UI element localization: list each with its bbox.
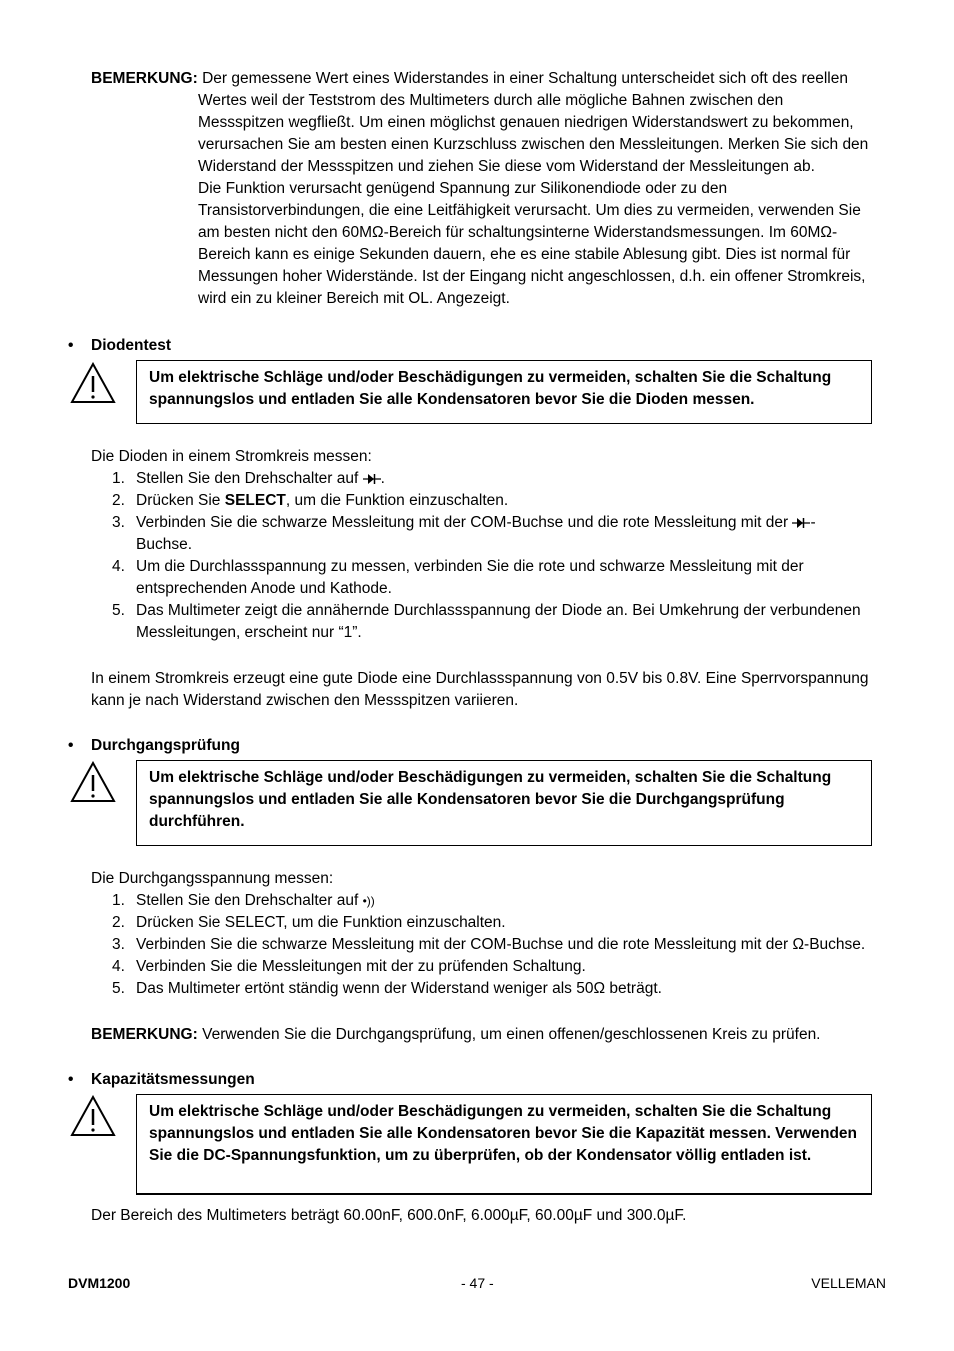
beeper-symbol-icon: •)) [362,894,375,908]
note-label: BEMERKUNG: [91,1026,198,1043]
footer-brand: VELLEMAN [811,1275,886,1291]
step-keyword: SELECT [224,492,286,509]
step-list [91,890,891,1000]
warning-triangle-icon [70,362,116,404]
heading-text: Diodentest [91,337,172,354]
note-text: Der gemessene Wert eines Widerstandes in einer Schaltung unterscheidet sich oft des reellen [197,70,848,87]
section-heading-diodentest [68,335,171,357]
warning-text: Um elektrische Schläge und/oder Beschädigungen zu vermeiden, schalten Sie die Schaltung spannungslos und entladen Sie alle Kondensatoren bevor Sie die Kapazität messen. Verwenden Sie die DC-Spannungsfunktion, um zu überprüfen, ob der Kondensator völlig entladen ist. [149,1103,858,1164]
step-text: Stellen Sie den Drehschalter auf [136,892,363,909]
continuity-procedure [91,868,891,1000]
step-text: , um die Funktion einzuschalten. [285,492,509,509]
step-text: Buchse. [136,536,193,553]
warning-box [136,360,872,424]
paragraph-text: In einem Stromkreis erzeugt eine gute Diode eine Durchlassspannung von 0.5V bis 0.8V. Eine Sperrvorspannung kann je nach Widerstand zwischen den Messspitzen variieren. [91,670,869,709]
list-item [91,512,891,556]
list-item [91,490,891,512]
list-item [91,890,891,912]
note-label: BEMERKUNG: [91,70,198,87]
step-number: 3. [112,514,125,531]
list-item [91,556,891,600]
warning-box [136,1094,872,1195]
note-line: verursachen Sie am besten einen Kurzschluss zwischen den Messleitungen. Merken Sie sich den [198,136,869,153]
warning-triangle-icon [70,1095,116,1137]
list-item [91,956,891,978]
heading-text: Kapazitätsmessungen [91,1071,255,1088]
step-number: 3. [112,936,125,953]
step-text: Drücken Sie [136,492,225,509]
step-text: Das Multimeter zeigt die annähernde Durchlassspannung der Diode an. Bei Umkehrung der verbundenen Messleitungen, erscheint nur “1”. [136,602,861,641]
step-text: . [380,470,385,487]
diode-procedure [91,446,891,644]
step-number: 5. [112,980,125,997]
diode-symbol-icon [363,473,381,485]
list-item [91,934,891,956]
warning-text: Um elektrische Schläge und/oder Beschädigungen zu vermeiden, schalten Sie die Schaltung spannungslos und entladen Sie alle Kondensatoren bevor Sie die Durchgangsprüfung durchführen. [149,769,832,830]
capacitance-paragraph [91,1205,891,1227]
warning-text: Um elektrische Schläge und/oder Beschädigungen zu vermeiden, schalten Sie die Schaltung spannungslos und entladen Sie alle Kondensatoren bevor Sie die Dioden messen. [149,369,832,408]
step-text: - [810,514,816,531]
procedure-intro: Die Durchgangsspannung messen: [91,870,334,887]
step-number: 2. [112,914,125,931]
step-list [91,468,891,644]
heading-text: Durchgangsprüfung [91,737,240,754]
warning-box [136,760,872,846]
step-text: Das Multimeter ertönt ständig wenn der Widerstand weniger als 50Ω beträgt. [136,980,662,997]
step-number: 4. [112,958,125,975]
bullet-icon: • [68,1071,74,1088]
note-line: am besten nicht den 60MΩ-Bereich für schaltungsinterne Widerstandsmessungen. Im 60MΩ- [198,224,838,241]
footer-model: DVM1200 [68,1275,131,1291]
note-line: Wertes weil der Teststrom des Multimeters durch alle mögliche Bahnen zwischen den [198,92,784,109]
note-first-line [91,68,891,90]
note-block [91,68,891,310]
note-line: Widerstand der Messspitzen und ziehen Sie diese vom Widerstand der Messleitungen ab. [198,158,815,175]
diode-symbol-icon [792,517,810,529]
note-line: Messspitzen wegfließt. Um einen möglichst genauen niedrigen Widerstandswert zu bekommen, [198,114,854,131]
bullet-icon: • [68,737,74,754]
page-number: - 47 - [461,1275,494,1291]
step-text: Drücken Sie SELECT, um die Funktion einzuschalten. [136,914,506,931]
section-heading-durchgangspruefung [68,735,240,757]
note-continuity [91,1024,891,1046]
bullet-icon: • [68,337,74,354]
step-number: 1. [112,892,125,909]
step-text: Verbinden Sie die schwarze Messleitung mit der COM-Buchse und die rote Messleitung mit der [136,514,793,531]
list-item [91,978,891,1000]
step-text: Stellen Sie den Drehschalter auf [136,470,363,487]
list-item [91,912,891,934]
note-line: wird ein zu kleiner Bereich mit OL. Angezeigt. [198,290,510,307]
note-body [91,90,891,310]
warning-triangle-icon [70,761,116,803]
paragraph-text: Der Bereich des Multimeters beträgt 60.00nF, 600.0nF, 6.000µF, 60.00µF und 300.0µF. [91,1207,687,1224]
step-number: 1. [112,470,125,487]
note-text: Verwenden Sie die Durchgangsprüfung, um einen offenen/geschlossenen Kreis zu prüfen. [197,1026,821,1043]
note-line: Transistorverbindungen, die eine Leitfähigkeit verursacht. Um dies zu vermeiden, verwenden Sie [198,202,861,219]
step-number: 5. [112,602,125,619]
step-number: 2. [112,492,125,509]
step-number: 4. [112,558,125,575]
diode-paragraph [91,668,891,712]
step-text: Verbinden Sie die schwarze Messleitung mit der COM-Buchse und die rote Messleitung mit der Ω-Buchse. [136,936,866,953]
note-line: Bereich kann es einige Sekunden dauern, ehe es eine stabile Ablesung gibt. Dies ist normal für [198,246,851,263]
procedure-intro: Die Dioden in einem Stromkreis messen: [91,448,372,465]
list-item [91,600,891,644]
note-line: Die Funktion verursacht genügend Spannung zur Silikonendiode oder zu den [198,180,728,197]
list-item [91,468,891,490]
section-heading-kapazitaetsmessungen [68,1069,255,1091]
step-text: Verbinden Sie die Messleitungen mit der zu prüfenden Schaltung. [136,958,586,975]
note-line: Messungen hoher Widerstände. Ist der Eingang nicht angeschlossen, d.h. ein offener Stromkreis, [198,268,866,285]
step-text: Um die Durchlassspannung zu messen, verbinden Sie die rote und schwarze Messleitung mit der entsprechenden Anode und Kathode. [136,558,804,597]
